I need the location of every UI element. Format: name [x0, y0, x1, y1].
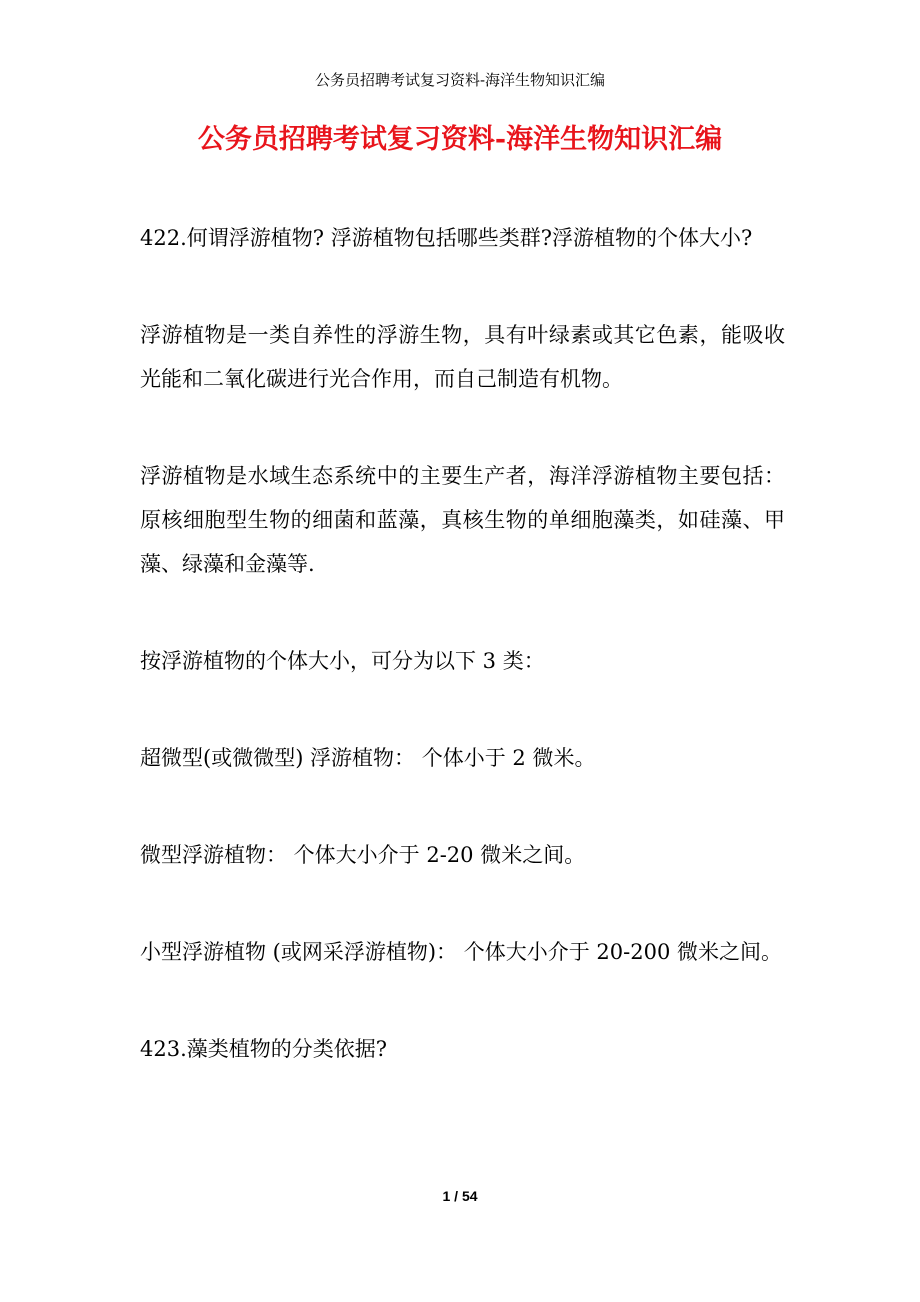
- page-number: 1 / 54: [442, 1188, 478, 1204]
- document-body: [140, 216, 785, 1071]
- paragraph-definition: 浮游植物是一类自养性的浮游生物，具有叶绿素或其它色素，能吸收光能和二氧化碳进行光合作用，而自己制造有机物。: [140, 323, 785, 391]
- running-header: 公务员招聘考试复习资料-海洋生物知识汇编: [314, 71, 606, 89]
- question-422: 422.何谓浮游植物? 浮游植物包括哪些类群?浮游植物的个体大小?: [140, 226, 753, 250]
- paragraph-picoplankton: 超微型(或微微型) 浮游植物： 个体小于 2 微米。: [140, 746, 596, 770]
- paragraph-microplankton: 小型浮游植物 (或网采浮游植物)： 个体大小介于 20-200 微米之间。: [140, 940, 782, 964]
- paragraph-nanoplankton: 微型浮游植物： 个体大小介于 2-20 微米之间。: [140, 843, 586, 867]
- paragraph-size-classes: 按浮游植物的个体大小，可分为以下 3 类：: [140, 649, 545, 673]
- paragraph-groups: 浮游植物是水域生态系统中的主要生产者，海洋浮游植物主要包括： 原核细胞型生物的细菌和蓝藻，真核生物的单细胞藻类，如硅藻、甲藻、绿藻和金藻等.: [140, 464, 785, 576]
- question-423: 423.藻类植物的分类依据?: [140, 1037, 388, 1061]
- document-title: 公务员招聘考试复习资料-海洋生物知识汇编: [197, 124, 723, 155]
